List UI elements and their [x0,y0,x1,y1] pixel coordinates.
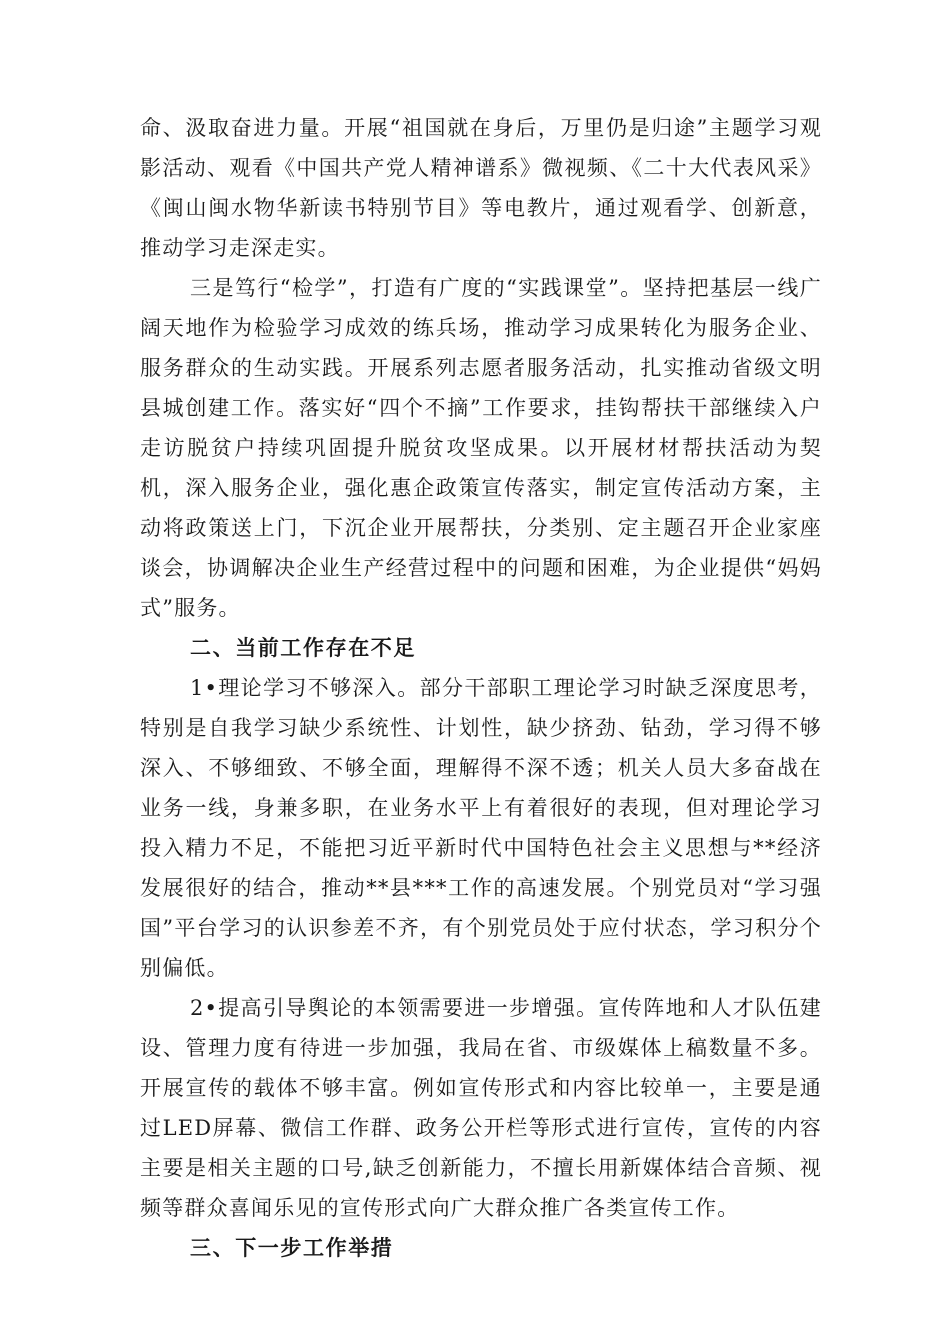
section-heading-next-steps: 三、下一步工作举措 [190,1236,394,1260]
body-paragraph-theory-study: 1•理论学习不够深入。部分干部职工理论学习时缺乏深度思考，特别是自我学习缺少系统性、计划性，缺少挤劲、钻劲，学习得不够深入、不够细致、不够全面，理解得不深不透；机关人员大多奋战在业务一线，身兼多职，在业务水平上有着很好的表现，但对理论学习投入精力不足，不能把习近平新时代中国特色社会主义思想与**经济发展很好的结合，推动**县***工作的高速发展。个别党员对“学习强国”平台学习的认识参差不齐，有个别党员处于应付状态，学习积分个别偏低。 [140,676,822,980]
document-body [140,108,822,1268]
body-paragraph-continuation: 命、汲取奋进力量。开展“祖国就在身后，万里仍是归途”主题学习观影活动、观看《中国共产党人精神谱系》微视频、《二十大代表风采》《闽山闽水物华新读书特别节目》等电教片，通过观看学、创新意，推动学习走深走实。 [140,116,822,260]
section-heading-shortcomings: 二、当前工作存在不足 [190,636,416,660]
body-paragraph-practice-classroom: 三是笃行“检学”，打造有广度的“实践课堂”。坚持把基层一线广阔天地作为检验学习成效的练兵场，推动学习成果转化为服务企业、服务群众的生动实践。开展系列志愿者服务活动，扎实推动省级文明县城创建工作。落实好“四个不摘”工作要求，挂钩帮扶干部继续入户走访脱贫户持续巩固提升脱贫攻坚成果。以开展材材帮扶活动为契机，深入服务企业，强化惠企政策宣传落实，制定宣传活动方案，主动将政策送上门，下沉企业开展帮扶，分类别、定主题召开企业家座谈会，协调解决企业生产经营过程中的问题和困难，为企业提供“妈妈式”服务。 [140,276,822,620]
body-paragraph-public-opinion: 2•提高引导舆论的本领需要进一步增强。宣传阵地和人才队伍建设、管理力度有待进一步加强，我局在省、市级媒体上稿数量不多。开展宣传的载体不够丰富。例如宣传形式和内容比较单一，主要是通过LED屏幕、微信工作群、政务公开栏等形式进行宣传，宣传的内容主要是相关主题的口号,缺乏创新能力，不擅长用新媒体结合音频、视频等群众喜闻乐见的宣传形式向广大群众推广各类宣传工作。 [140,996,822,1220]
